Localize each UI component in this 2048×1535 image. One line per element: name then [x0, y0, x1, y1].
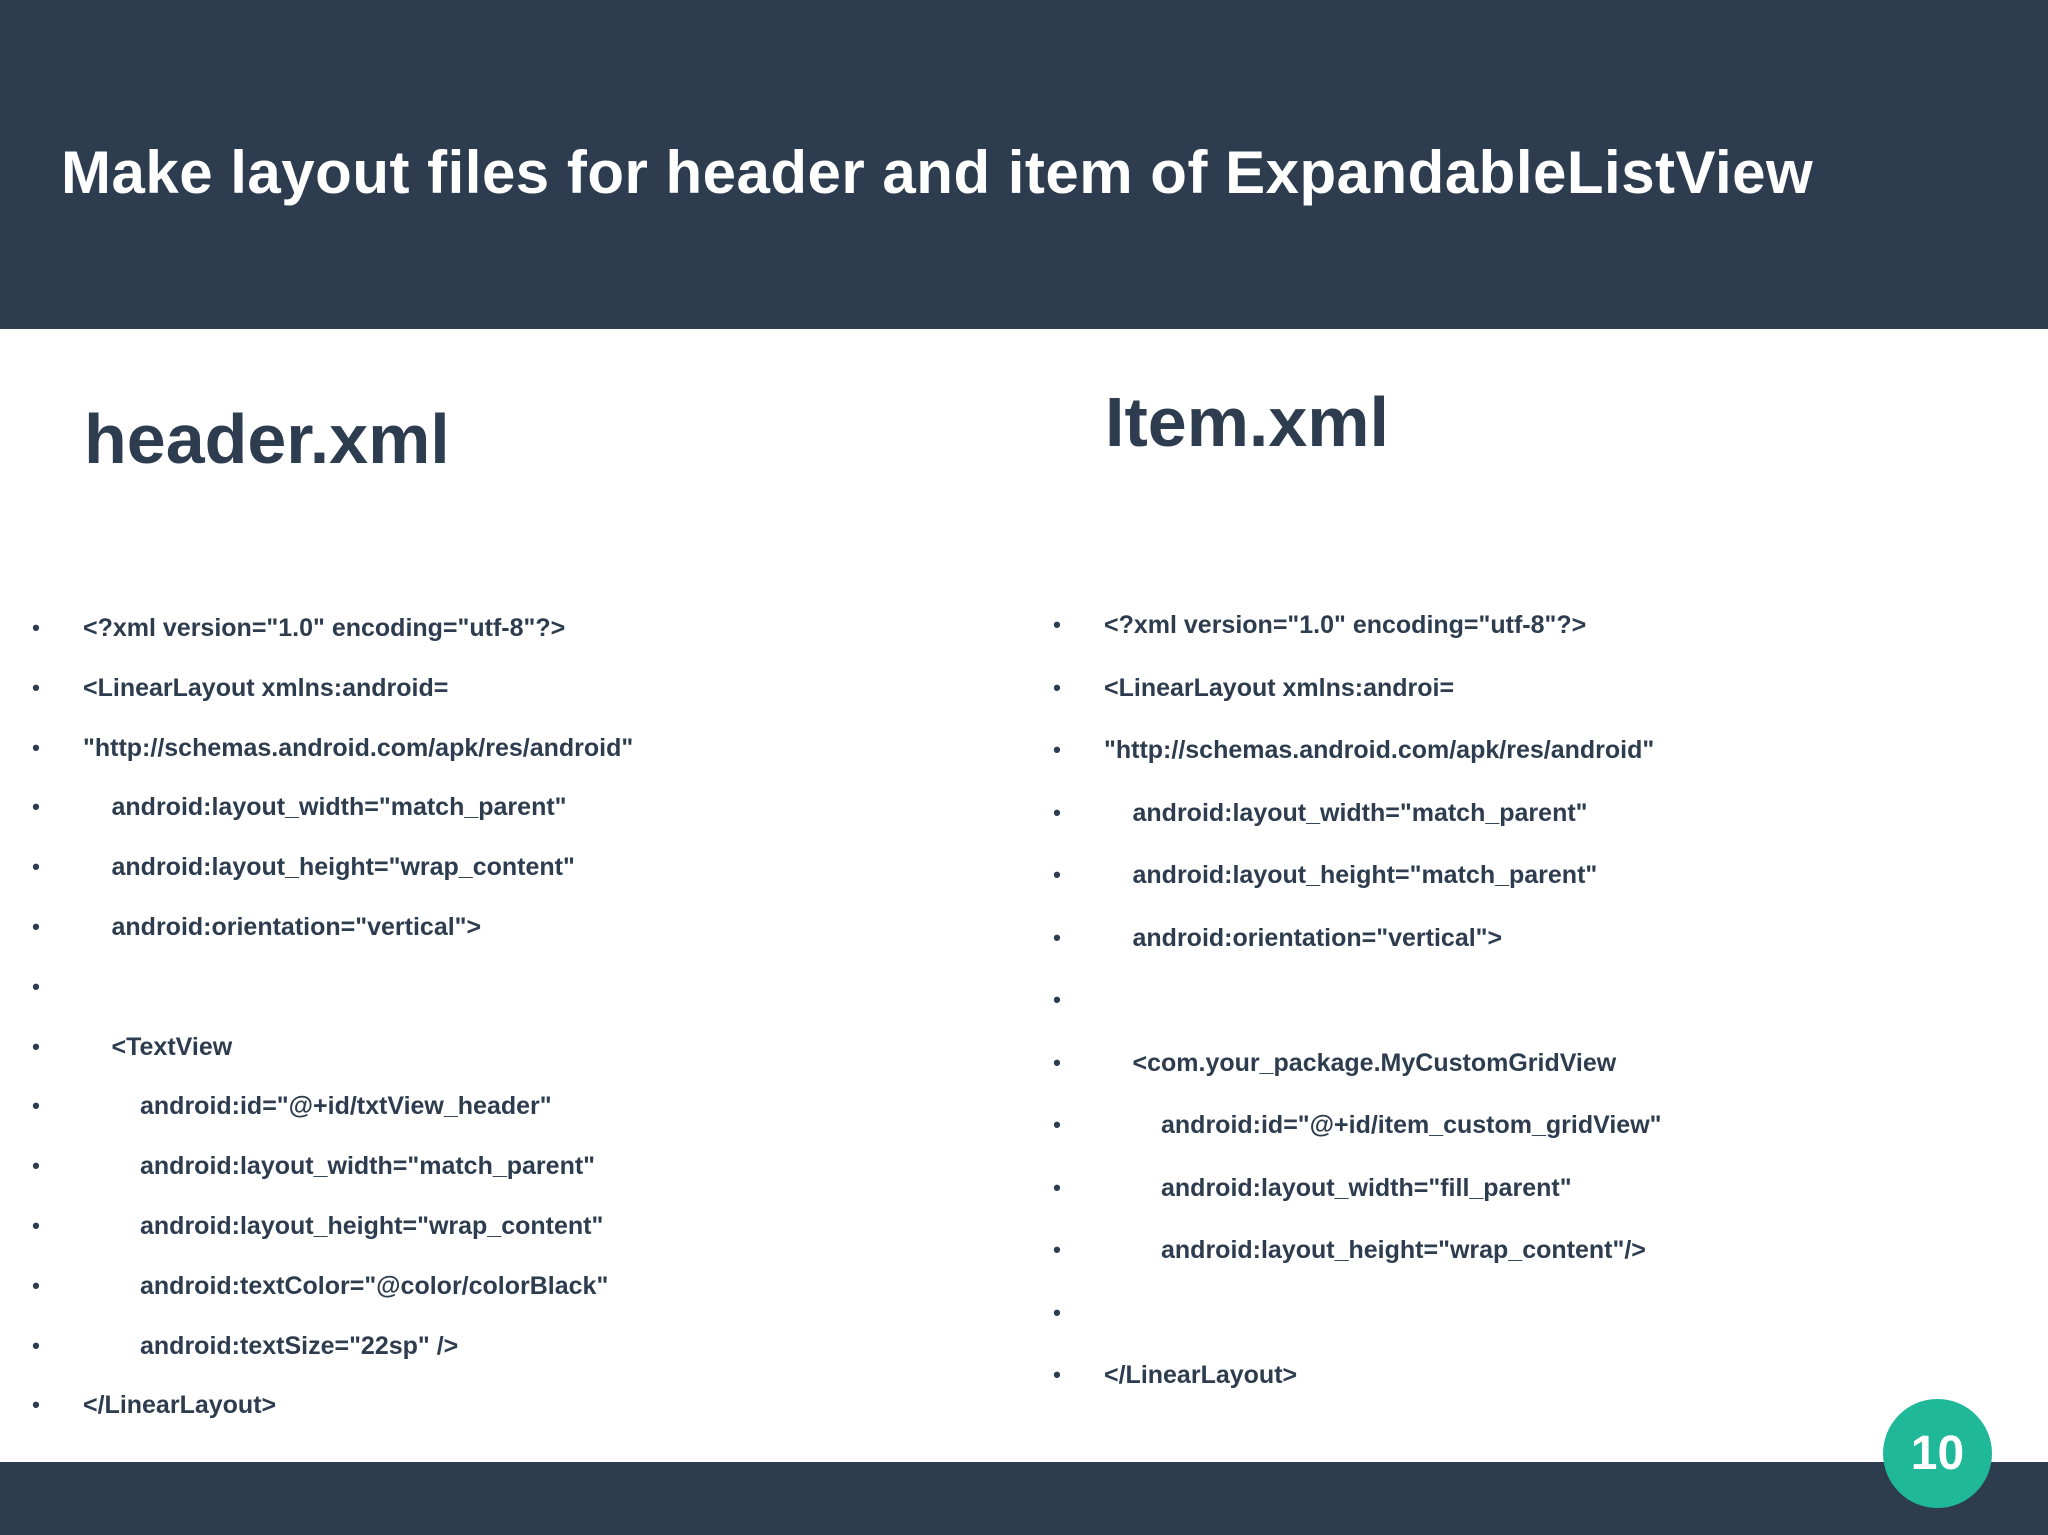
bullet-dot: • — [32, 1332, 40, 1358]
bullet-dot: • — [1053, 1299, 1061, 1325]
code-line-text: android:id="@+id/item_custom_gridView" — [1161, 1111, 1662, 1139]
bullet-dot: • — [1053, 924, 1061, 950]
code-line-text: android:layout_width="match_parent" — [111, 793, 567, 822]
bullet-dot: • — [1053, 862, 1061, 887]
code-line-text: android:id="@+id/txtView_header" — [140, 1092, 552, 1121]
bullet-dot: • — [32, 794, 40, 820]
code-line-text: <?xml version="1.0" encoding="utf-8"?> — [83, 614, 566, 642]
code-line-text: "http://schemas.android.com/apk/res/android" — [1104, 736, 1655, 764]
code-line-text: android:layout_width="match_parent" — [140, 1152, 596, 1181]
bullet-dot: • — [32, 1392, 40, 1418]
bullet-dot: • — [32, 1033, 40, 1059]
bullet-dot: • — [1053, 1112, 1061, 1137]
footer-band — [0, 1462, 2048, 1535]
code-line-text: android:layout_height="wrap_content"/> — [1161, 1236, 1646, 1264]
bullet-dot: • — [1053, 674, 1061, 700]
code-line-text: android:layout_width="match_parent" — [1132, 798, 1588, 827]
bullet-dot: • — [32, 1213, 40, 1238]
bullet-dot: • — [1053, 799, 1061, 825]
code-line-text: android:layout_width="fill_parent" — [1161, 1173, 1572, 1202]
bullet-dot: • — [1053, 1362, 1061, 1387]
page-number-badge: 10 — [1883, 1399, 1992, 1508]
code-line-text: </LinearLayout> — [1104, 1361, 1298, 1389]
code-line-text: <com.your_package.MyCustomGridView — [1132, 1048, 1617, 1077]
slide-title: Make layout files for header and item of ExpandableListView — [61, 139, 1814, 206]
code-line-text: <LinearLayout xmlns:androi= — [1104, 673, 1455, 702]
bullet-dot: • — [32, 734, 40, 760]
bullet-dot: • — [1053, 987, 1061, 1012]
bullet-dot: • — [32, 1093, 40, 1119]
bullet-dot: • — [32, 854, 40, 880]
bullet-dot: • — [32, 914, 40, 939]
code-line-text: <LinearLayout xmlns:android= — [83, 673, 449, 702]
code-line-text: android:layout_height="match_parent" — [1132, 861, 1598, 889]
code-line-text: </LinearLayout> — [83, 1391, 277, 1420]
bullet-dot: • — [1053, 1174, 1061, 1200]
code-line-text: android:orientation="vertical"> — [1132, 923, 1503, 952]
code-line-text: android:orientation="vertical"> — [111, 913, 482, 941]
bullet-dot: • — [32, 674, 40, 700]
bullet-dot: • — [1053, 737, 1061, 762]
bullet-dot: • — [1053, 1237, 1061, 1262]
code-line-text: android:textColor="@color/colorBlack" — [140, 1271, 609, 1300]
bullet-dot: • — [32, 1153, 40, 1179]
code-line-text: android:textSize="22sp" /> — [140, 1331, 459, 1360]
code-line-text: "http://schemas.android.com/apk/res/android" — [83, 733, 634, 762]
bullet-dot: • — [1053, 1049, 1061, 1075]
code-line-text: <?xml version="1.0" encoding="utf-8"?> — [1104, 611, 1587, 639]
code-line-text: android:layout_height="wrap_content" — [111, 853, 575, 882]
bullet-dot: • — [1053, 612, 1061, 637]
item-xml-heading: Item.xml — [1105, 383, 1389, 461]
code-line-text: <TextView — [111, 1032, 233, 1061]
bullet-dot: • — [32, 973, 40, 999]
bullet-dot: • — [32, 615, 40, 640]
header-xml-heading: header.xml — [84, 400, 450, 478]
bullet-dot: • — [32, 1272, 40, 1298]
code-line-text: android:layout_height="wrap_content" — [140, 1212, 604, 1240]
